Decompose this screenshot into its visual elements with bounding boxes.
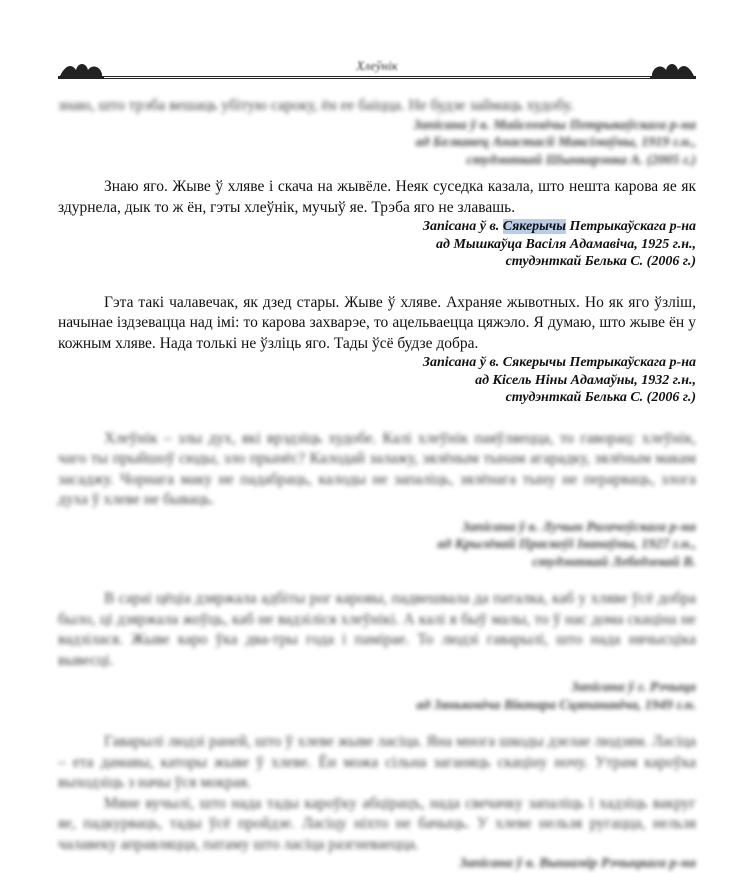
entry-source-line: студэнткай Шынкарэнка А. (2005 г.) <box>466 152 696 168</box>
entry-source-line: ад Зяньковіча Віктара Сцяпанавіча, 1949 г.н. <box>416 697 696 713</box>
entry-source-line: ад Белкавец Анастасіі Максімаўны, 1919 г.н., <box>415 135 696 150</box>
document-body <box>58 96 696 873</box>
entry-source-line <box>58 218 696 236</box>
entry-source-line: Запісана ў в. Майсеевічы Петрыкаўскага р-на <box>413 117 696 133</box>
entry-text: Гэта такі чалавечак, як дзед стары. Жыве ў хляве. Ахраняе жывотных. Но як яго ўзліш, начынае іздзевацца над імі: то карова захварэе, то ацельваецца цяжэло. Я думаю, што жыве ён у кожным хляве. Нада толькі не ўзліць яго. Тады ўсё будзе добра. <box>58 293 696 352</box>
entry-source-line: студэнткай Белька С. (2006 г.) <box>505 390 696 405</box>
source-prefix: Запісана ў в. <box>422 219 503 234</box>
entry-source-line: Запісана ў в. Вышамір Рэчыцкага р-на <box>459 856 696 871</box>
entry-text: Мяне вучылі, што нада тады кароўку абцірацъ, нада свечачку запаліць і хадзіць вакруг яе, падкурваць, тады ўсё пройдзе. Ласіцу ніхто не бачыць. У хлеве нельзя ругацца, нельзя чалавеку аправляцца, патаму што ласіца разгневаецца. <box>58 794 696 853</box>
source-suffix: Петрыкаўскага р-на <box>565 219 696 234</box>
header-title: Хлеўнік <box>356 58 398 73</box>
entry-0 <box>58 96 696 169</box>
entry-text: Гаварылі людзі раней, што ў хлеве жыве ласіца. Яна многа шкоды дзелае людзям. Ласіца – ета дамавы, каторы жыве ў хлеве. Ён можа сільна заганяць скаціну ночу. Утрам кароўка выходзіць з начы ўся мокрая. <box>58 733 696 791</box>
entry-5 <box>58 732 696 794</box>
entry-2 <box>58 293 696 407</box>
entry-source-line: студэнткай Лебедзевай В. <box>532 554 696 570</box>
entry-source-line: Запісана ў г. Рэчыца <box>571 680 696 695</box>
running-header <box>58 58 696 84</box>
entry-source-line: ад Мышкаўца Васіля Адамавіча, 1925 г.н., <box>436 236 696 252</box>
entry-source-line: ад Кісель Ніны Адамаўны, 1932 г.н., <box>475 372 696 388</box>
entry-text: знаю, што трэба вешаць убітую сароку, ён ее баіцца. Не будзе займаць худобу. <box>58 97 574 114</box>
entry-source-line: студэнткай Белька С. (2006 г.) <box>505 254 696 269</box>
entry-text: В сараі цёціа дзяржала адбіты рог каровы, падвешвала да паталка, каб у хляве ўсё добра было, ці дзяржала жоўць, каб не вадзіліся хлеўнікі. А калі я быў малы, то ў нас дома скаціна не вадзілася. Жыве каро ўка два-тры года і паміраe. То людзі гаварылі, што нада нячысціка вывесці. <box>58 590 696 669</box>
search-highlight[interactable]: Сякерычы <box>502 219 566 234</box>
header-rule <box>58 76 696 79</box>
entry-6 <box>58 794 696 873</box>
entry-source-line: ад Крылёвай Праскоўі Іванаўны, 1927 г.н., <box>437 537 696 552</box>
entry-text: Знаю яго. Жыве ў хляве і скача на жывёле. Неяк суседка казала, што нешта карова яе як здурнела, дык то ж ён, гэты хлеўнік, мучыў яе. Трэба яго не злавашь. <box>58 178 696 216</box>
entry-3 <box>58 429 696 572</box>
entry-4 <box>58 589 696 714</box>
entry-1 <box>58 177 696 271</box>
entry-text: Хлеўнік – злы дух, які врэдзіць худобе. Калі хлеўнік паяўляецца, то гаворац: хлеўнік, чаго ты прыйшоў сюды, зло прынёс? Калодай залажу, зялёным тынам агарадку, зялёным макам засаджу. Чорнага маку не падабраць, калоды не запаліць, зялёнага тыну не перарваць, злога духа ў хлеве не бываць. <box>58 429 696 508</box>
entry-source-line: Запісана ў в. Сякерычы Петрыкаўскага р-на <box>422 355 696 370</box>
ornament-right-icon <box>650 60 696 80</box>
entry-source-line: Запісана ў в. Лучын Рагачоўскага р-на <box>462 519 696 535</box>
